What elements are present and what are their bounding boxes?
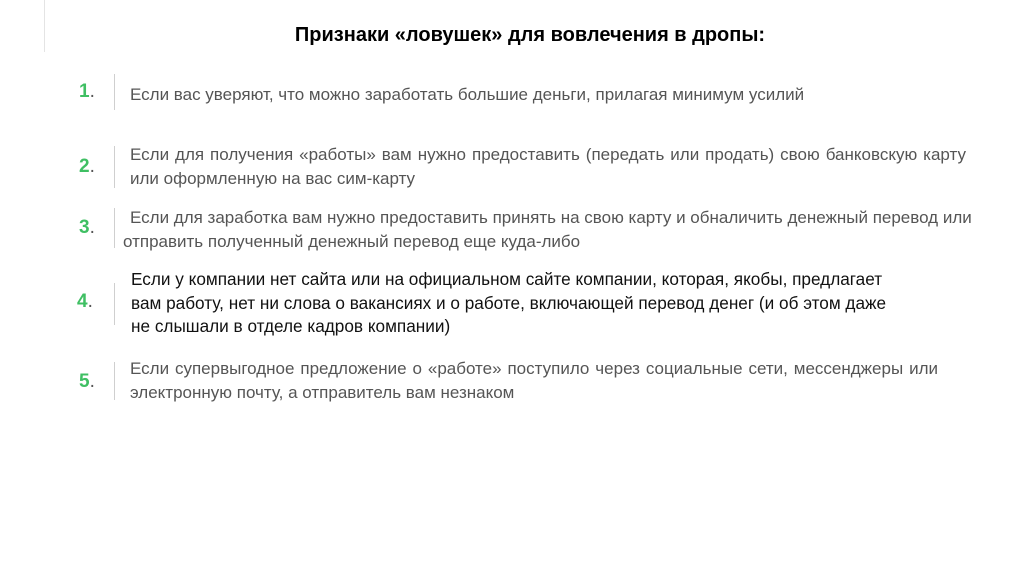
item-number-5-digit: 5 [79, 371, 90, 392]
item-number-2-dot: . [89, 156, 95, 177]
item-separator-2 [114, 146, 115, 188]
item-number-4 [77, 291, 93, 313]
item-text-3: Если для заработка вам нужно предоставить принять на свою карту и обналичить денежный перевод или отправить полученный денежный перевод еще куда-либо [123, 208, 972, 251]
item-number-5-dot: . [89, 371, 95, 392]
item-number-1 [79, 81, 95, 103]
item-number-2-digit: 2 [79, 156, 90, 177]
item-number-4-dot: . [87, 291, 93, 312]
item-number-1-digit: 1 [79, 81, 90, 102]
item-separator-3 [114, 208, 115, 248]
item-text-1: Если вас уверяют, что можно заработать большие деньги, прилагая минимум усилий [130, 85, 805, 104]
item-text-5: Если супервыгодное предложение о «работе» поступило через социальные сети, мессенджеры или электронную почту, а отправитель вам незнаком [130, 359, 938, 402]
item-text-2: Если для получения «работы» вам нужно предоставить (передать или продать) свою банковскую карту или оформленную на вас сим-карту [130, 145, 966, 188]
item-number-4-digit: 4 [77, 291, 88, 312]
item-number-3-dot: . [89, 217, 95, 238]
item-number-5 [79, 371, 95, 393]
item-text-4: Если у компании нет сайта или на официальном сайте компании, которая, якобы, предлагает вам работу, нет ни слова о вакансиях и о работе, включающей перевод денег (и об этом даже не слышали в отделе кадров компании) [131, 269, 887, 336]
item-separator-5 [114, 362, 115, 400]
item-number-3 [79, 217, 95, 239]
item-number-2 [79, 156, 95, 178]
item-separator-4 [114, 283, 115, 325]
slide-title: Признаки «ловушек» для вовлечения в дропы: [294, 24, 766, 46]
item-number-3-digit: 3 [79, 217, 90, 238]
item-number-1-dot: . [89, 81, 95, 102]
item-separator-1 [114, 74, 115, 110]
